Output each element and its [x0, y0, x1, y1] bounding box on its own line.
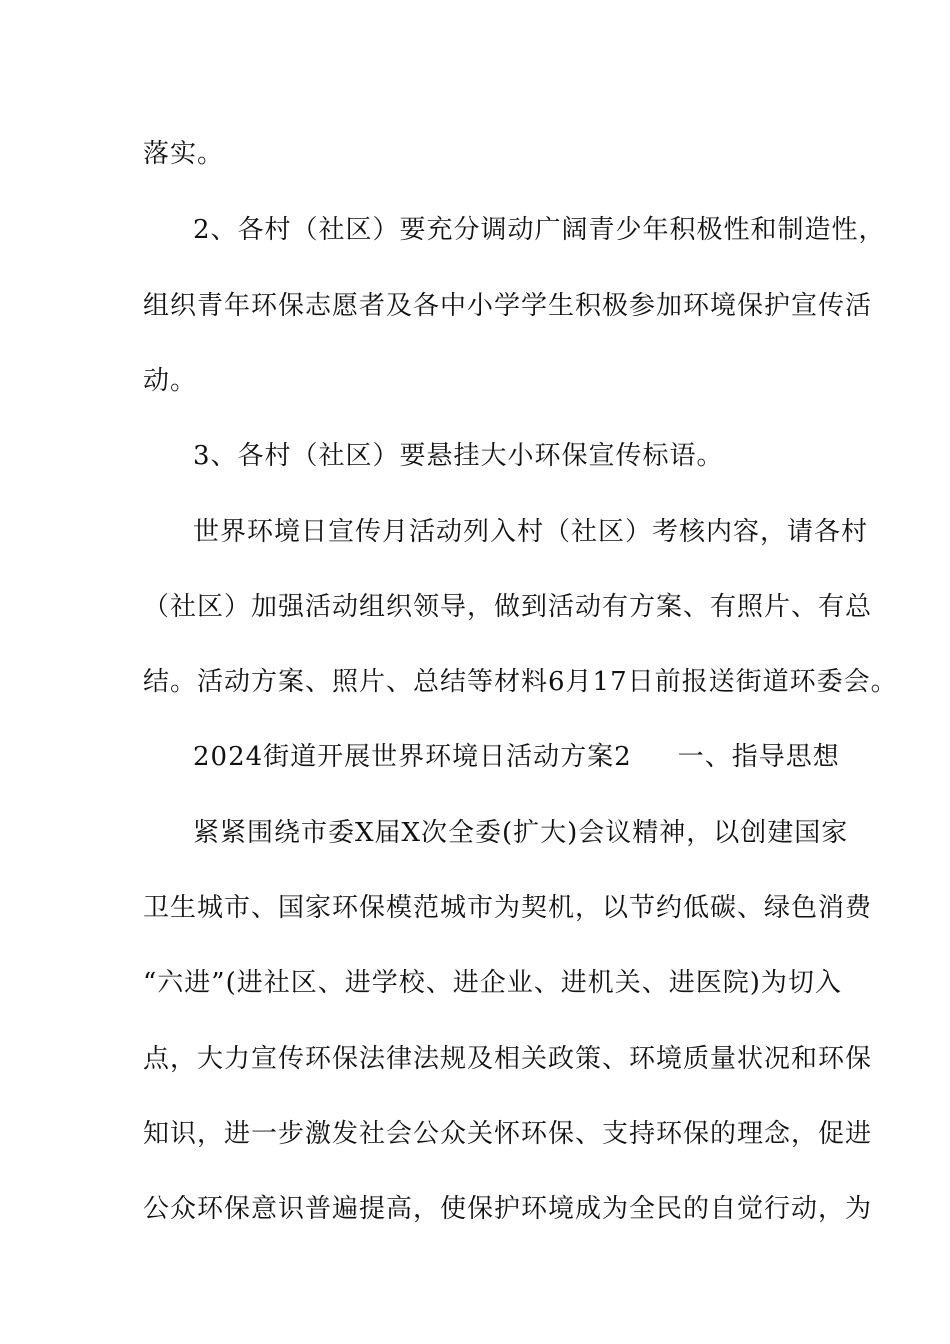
text-line-13: 点，大力宣传环保法律法规及相关政策、环境质量状况和环保 [143, 1044, 873, 1074]
plan-title: 2024街道开展世界环境日活动方案2 [193, 742, 632, 772]
text-line-1: 落实。 [143, 139, 225, 169]
text-line-8: 结。活动方案、照片、总结等材料6月17日前报送街道环委会。 [143, 667, 898, 697]
text-line-5: 3、各村（社区）要悬挂大小环保宣传标语。 [193, 441, 724, 471]
heading-line [193, 740, 873, 774]
text-line-2: 2、各村（社区）要充分调动广阔青少年积极性和制造性， [193, 215, 886, 245]
text-line-10: 紧紧围绕市委X届X次全委(扩大)会议精神，以创建国家 [193, 818, 849, 848]
text-line-11: 卫生城市、国家环保模范城市为契机，以节约低碳、绿色消费 [143, 893, 873, 923]
text-line-15: 公众环保意识普遍提高，使保护环境成为全民的自觉行动，为 [143, 1194, 873, 1224]
section-heading: 一、指导思想 [677, 742, 840, 772]
text-line-7: （社区）加强活动组织领导，做到活动有方案、有照片、有总 [143, 592, 873, 622]
text-line-4: 动。 [143, 366, 198, 396]
text-line-14: 知识，进一步激发社会公众关怀环保、支持环保的理念，促进 [143, 1119, 873, 1149]
text-line-12: “六进”(进社区、进学校、进企业、进机关、进医院)为切入 [143, 968, 842, 998]
text-line-3: 组织青年环保志愿者及各中小学学生积极参加环境保护宣传活 [143, 291, 873, 321]
text-line-6: 世界环境日宣传月活动列入村（社区）考核内容，请各村 [193, 517, 869, 547]
